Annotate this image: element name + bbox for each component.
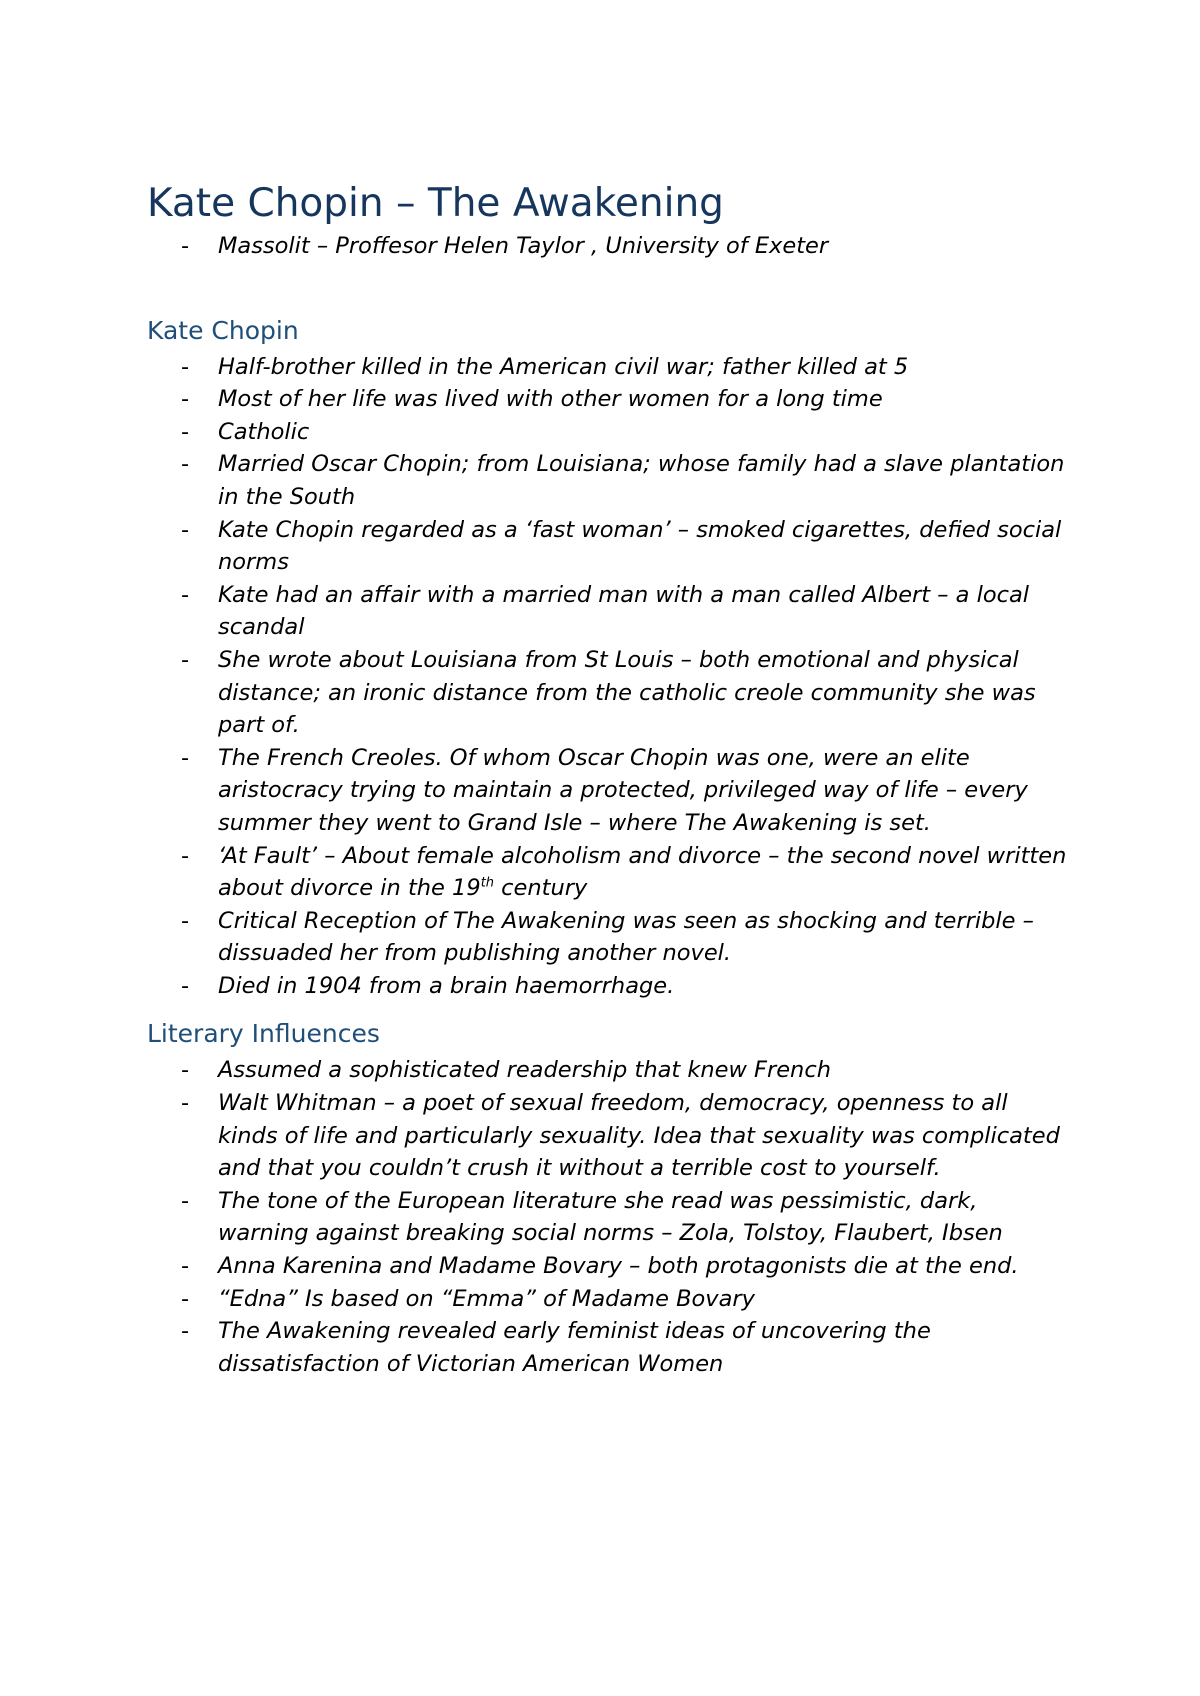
list-item: - Most of her life was lived with other women for a long time	[147, 383, 1067, 416]
bullet-dash: -	[181, 353, 190, 380]
list-item: - She wrote about Louisiana from St Louis – both emotional and physical distance; an ironic distance from the catholic creole community she was part of.	[147, 644, 1067, 742]
bullet-dash: -	[181, 1285, 190, 1312]
subtitle-list	[147, 230, 1067, 263]
literary-influences-list	[147, 1054, 1067, 1380]
bullet-dash: -	[181, 842, 190, 869]
list-item: - Kate had an affair with a married man with a man called Albert – a local scandal	[147, 579, 1067, 644]
list-item: - Catholic	[147, 416, 1067, 449]
list-item: - Massolit – Proffesor Helen Taylor , University of Exeter	[147, 230, 1067, 263]
list-item: - Anna Karenina and Madame Bovary – both protagonists die at the end.	[147, 1250, 1067, 1283]
list-item: - Critical Reception of The Awakening was seen as shocking and terrible – dissuaded her from publishing another novel.	[147, 905, 1067, 970]
document-page	[147, 178, 1067, 1380]
bullet-dash: -	[181, 1318, 190, 1345]
section-heading-kate-chopin: Kate Chopin	[147, 315, 299, 345]
list-item: - Assumed a sophisticated readership that knew French	[147, 1054, 1067, 1087]
bullet-dash: -	[181, 418, 190, 445]
document-title: Kate Chopin – The Awakening	[147, 181, 724, 226]
bullet-dash: -	[181, 1187, 190, 1214]
bullet-dash: -	[181, 581, 190, 608]
bullet-dash: -	[181, 1253, 190, 1280]
list-item: - Married Oscar Chopin; from Louisiana; whose family had a slave plantation in the South	[147, 448, 1067, 513]
bullet-dash: -	[181, 1090, 190, 1117]
bullet-dash: -	[181, 451, 190, 478]
bullet-dash: -	[181, 646, 190, 673]
bullet-dash: -	[181, 1057, 190, 1084]
list-item: - The tone of the European literature she read was pessimistic, dark, warning against breaking social norms – Zola, Tolstoy, Flaubert, Ibsen	[147, 1185, 1067, 1250]
bullet-dash: -	[181, 972, 190, 999]
list-item: - Died in 1904 from a brain haemorrhage.	[147, 970, 1067, 1003]
section-heading-literary-influences: Literary Influences	[147, 1019, 380, 1049]
list-item: - Half-brother killed in the American civil war; father killed at 5	[147, 351, 1067, 384]
bullet-dash: -	[181, 744, 190, 771]
list-item: - Kate Chopin regarded as a ‘fast woman’ – smoked cigarettes, defied social norms	[147, 514, 1067, 579]
list-item: - Walt Whitman – a poet of sexual freedom, democracy, openness to all kinds of life and particularly sexuality. Idea that sexuality was complicated and that you couldn’t crush it without a terrible cost to yourself.	[147, 1087, 1067, 1185]
list-item: - ‘At Fault’ – About female alcoholism and divorce – the second novel written about divorce in the 19th century	[147, 840, 1067, 905]
superscript: th	[480, 875, 495, 891]
kate-chopin-list	[147, 351, 1067, 1003]
list-item: - The Awakening revealed early feminist ideas of uncovering the dissatisfaction of Victorian American Women	[147, 1315, 1067, 1380]
bullet-dash: -	[181, 233, 190, 259]
bullet-dash: -	[181, 516, 190, 543]
list-item: - “Edna” Is based on “Emma” of Madame Bovary	[147, 1283, 1067, 1316]
bullet-dash: -	[181, 386, 190, 413]
list-item: - The French Creoles. Of whom Oscar Chopin was one, were an elite aristocracy trying to maintain a protected, privileged way of life – every summer they went to Grand Isle – where The Awakening is set.	[147, 742, 1067, 840]
bullet-dash: -	[181, 907, 190, 934]
